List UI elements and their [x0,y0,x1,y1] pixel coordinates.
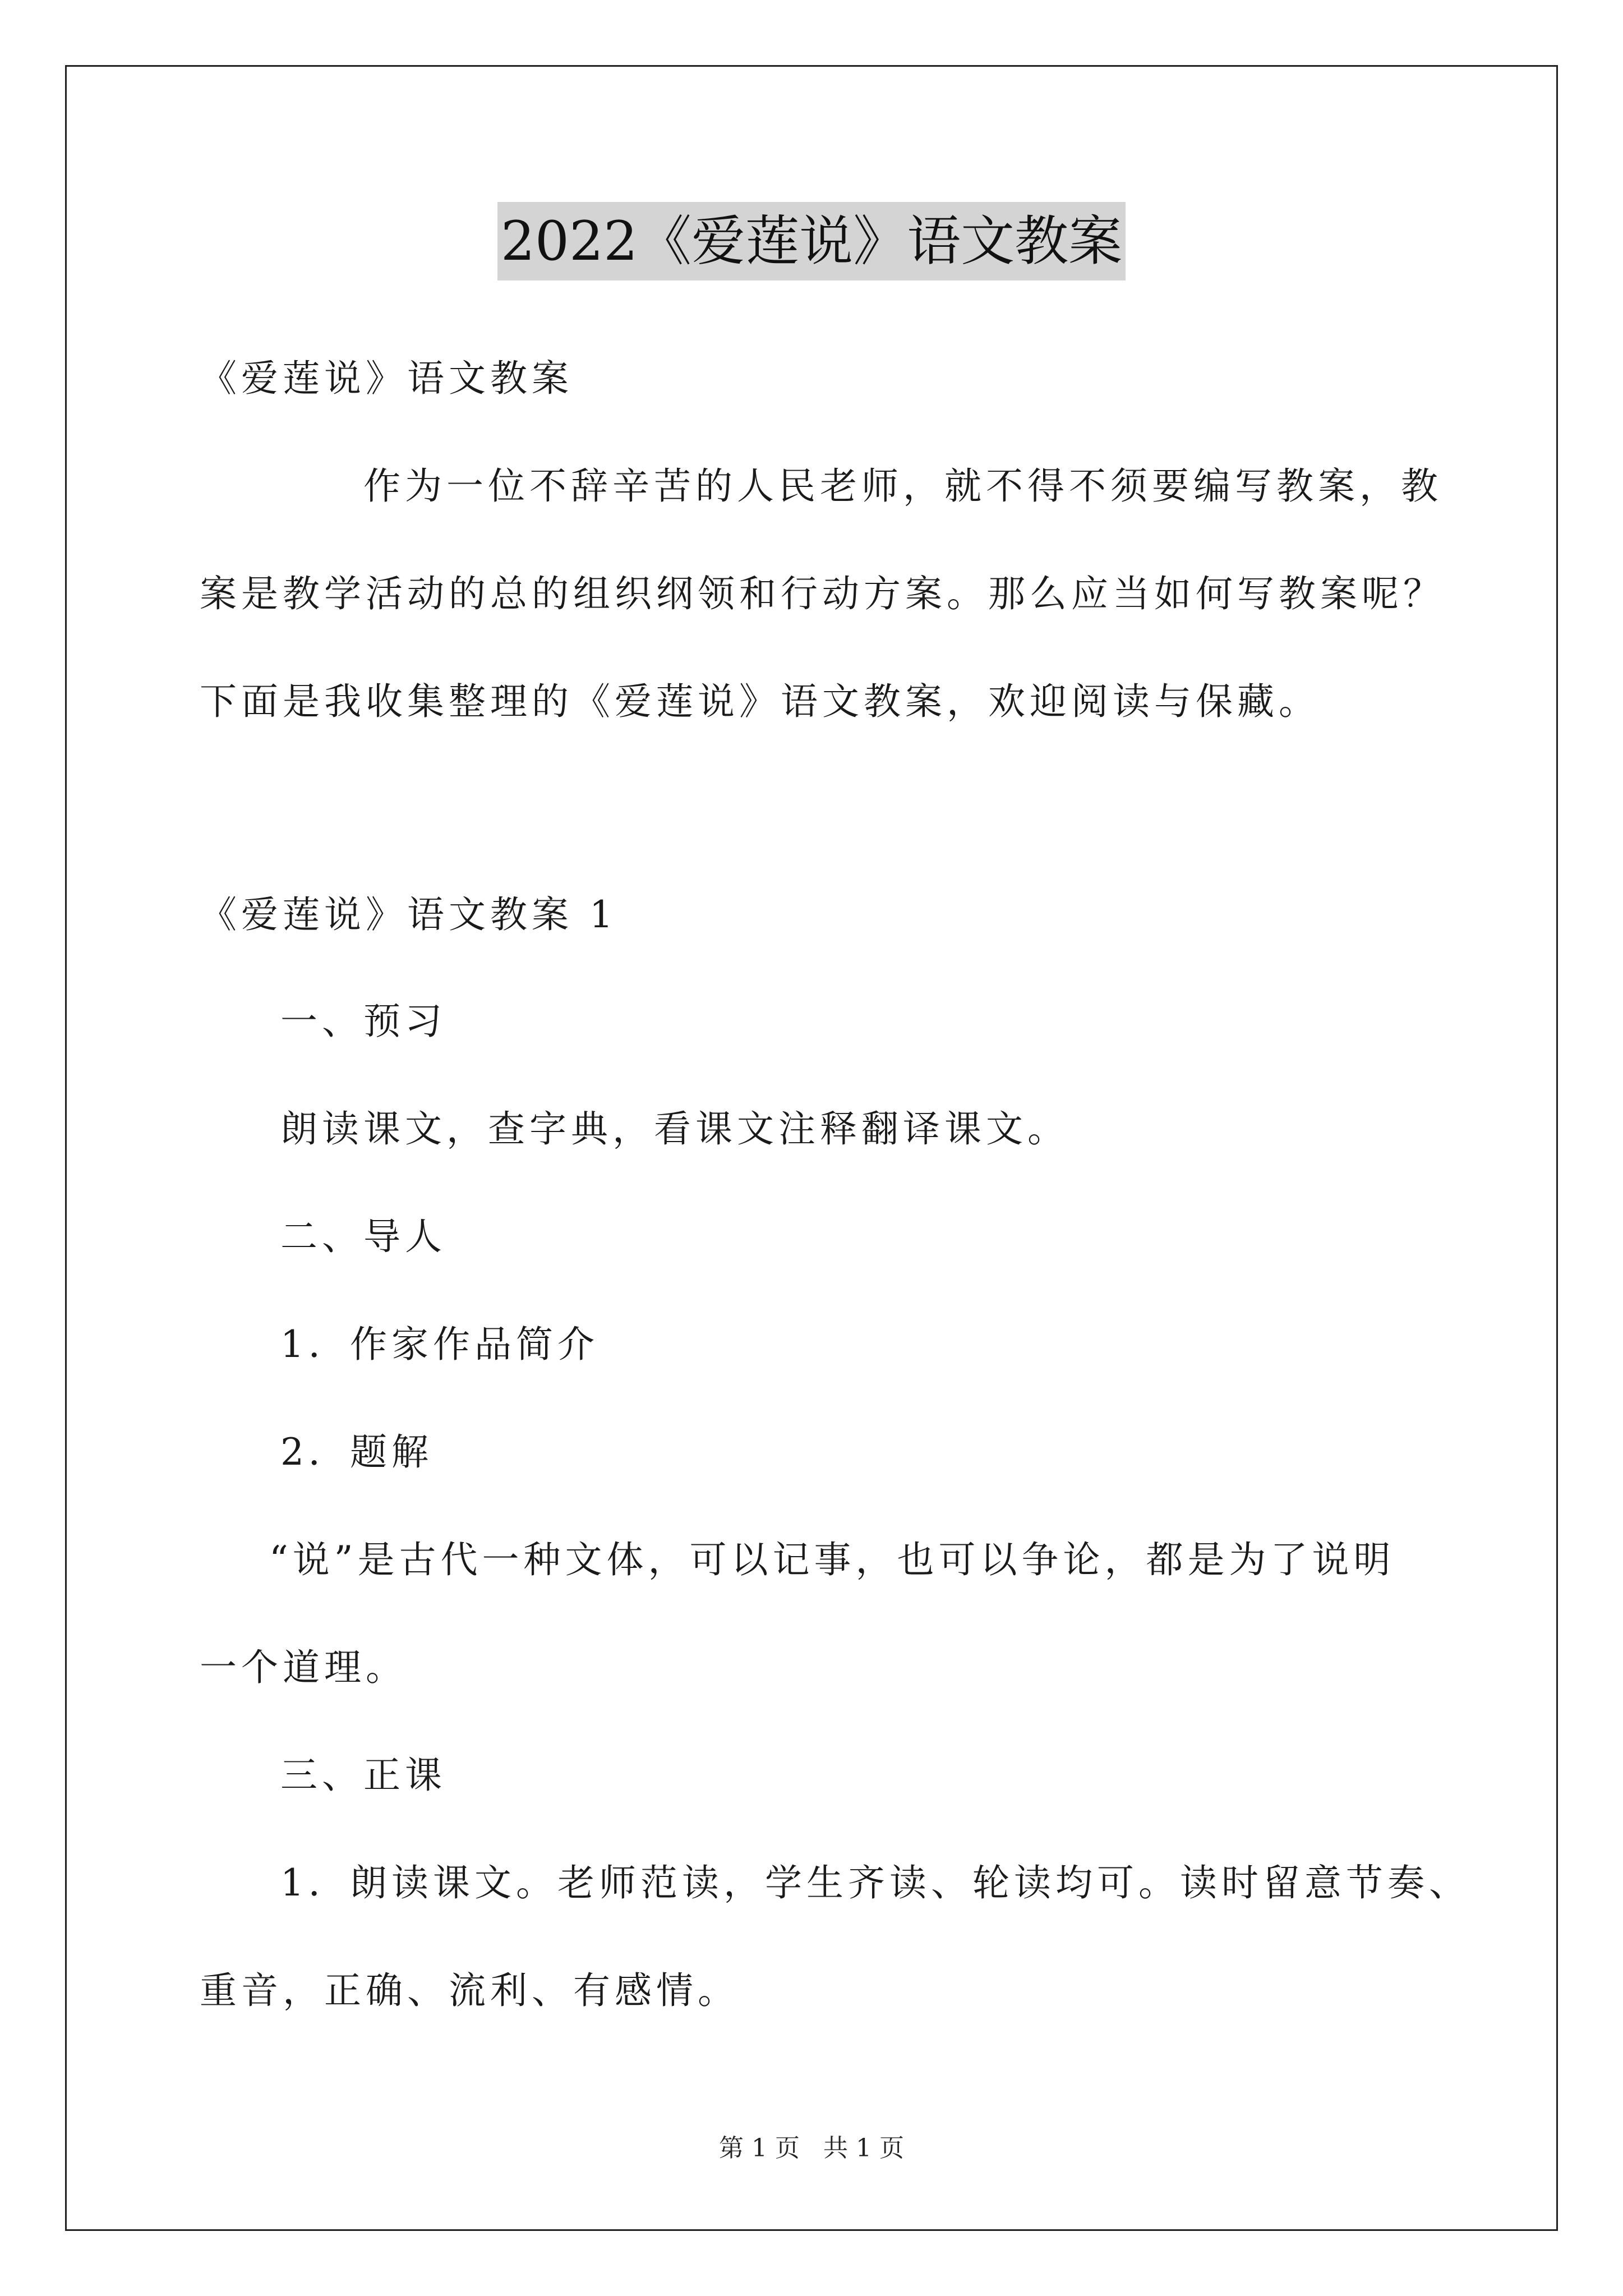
page-footer [0,2132,1623,2165]
shuo-line-2: 一个道理。 [200,1646,407,1689]
list-item-title-explanation: 2．题解 [280,1430,433,1474]
section-heading: 《爱莲说》语文教案 1 [200,893,617,936]
intro-line-2: 案是教学活动的总的组织纲领和行动方案。那么应当如何写教案呢？ [200,572,1445,615]
shuo-line-1: “说”是古代一种文体，可以记事，也可以争论，都是为了说明 [269,1538,1395,1581]
preview-text: 朗读课文，查字典，看课文注释翻译课文。 [280,1107,1069,1151]
list-item-author: 1．作家作品简介 [280,1323,599,1366]
lesson-heading: 三、正课 [280,1754,446,1797]
page-total: 共 1 页 [823,2134,904,2162]
preview-heading: 一、预习 [280,1000,446,1043]
read-line-1: 1．朗读课文。老师范读，学生齐读、轮读均可。读时留意节奏、 [280,1861,1470,1904]
document-title [0,202,1623,280]
subtitle: 《爱莲说》语文教案 [200,357,573,400]
title-text: 2022《爱莲说》语文教案 [497,202,1126,280]
intro-line-1: 作为一位不辞辛苦的人民老师，就不得不须要编写教案，教 [363,464,1442,508]
page-number: 第 1 页 [719,2134,800,2162]
read-line-2: 重音，正确、流利、有感情。 [200,1969,739,2012]
intro-line-3: 下面是我收集整理的《爱莲说》语文教案，欢迎阅读与保藏。 [200,680,1320,723]
intro-heading: 二、导人 [280,1215,446,1258]
